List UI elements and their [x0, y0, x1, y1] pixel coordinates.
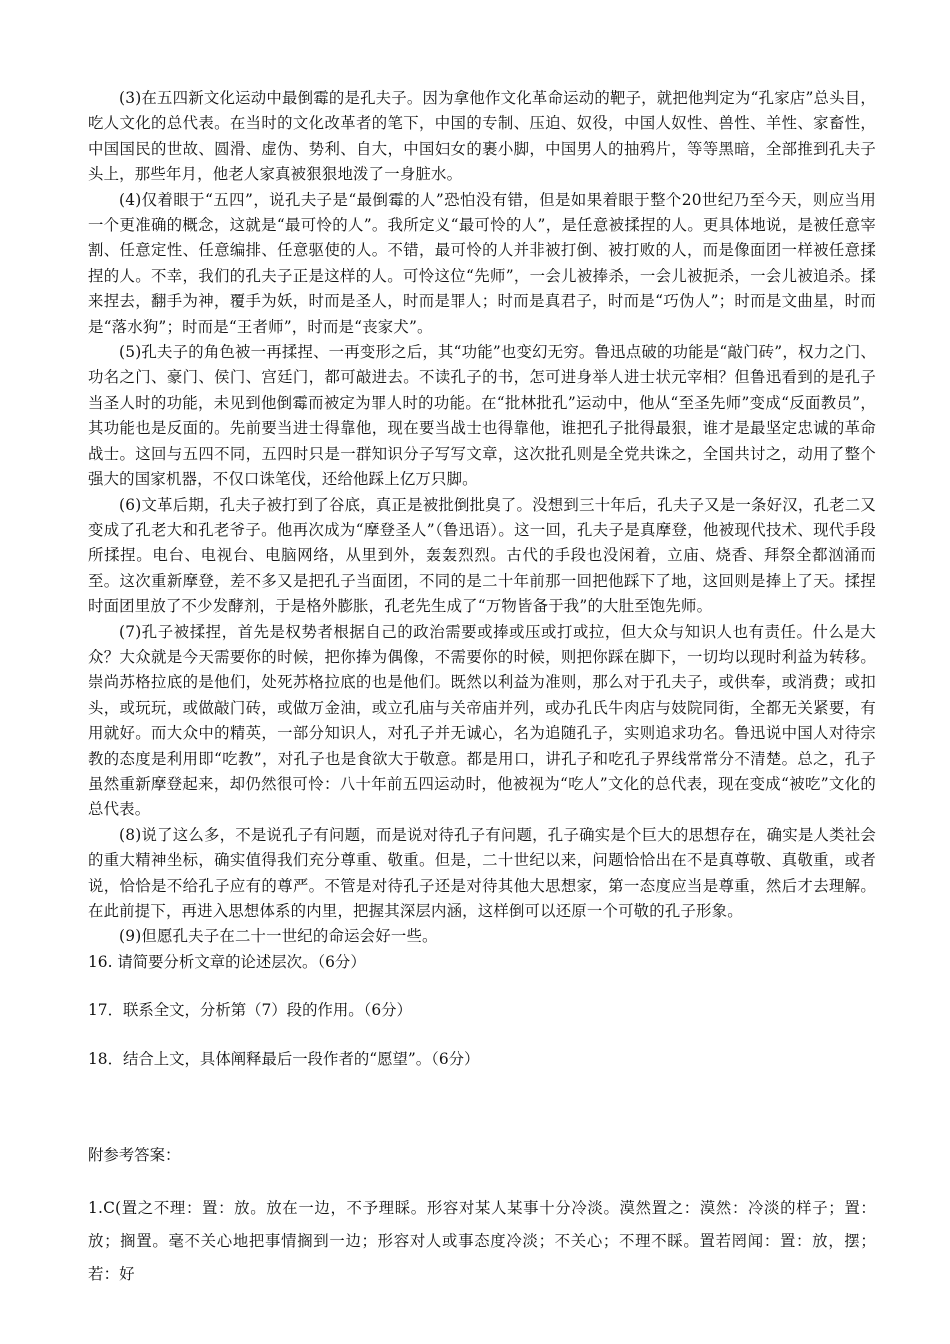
answer-item-1: 1.C(置之不理：置：放。放在一边，不予理睬。形容对某人某事十分冷淡。漠然置之：漠然：冷淡的样子；置：放；搁置。毫不关心地把事情搁到一边；形容对人或事态度冷淡；不关心；不理不睬。置若罔闻：置：放，摆；若：好 — [88, 1199, 876, 1284]
paragraph-5: (5)孔夫子的角色被一再揉捏、一再变形之后，其“功能”也变幻无穷。鲁迅点破的功能是“敲门砖”，权力之门、功名之门、豪门、侯门、宫廷门，都可敲进去。不读孔子的书，怎可进身举人进士状元宰相？但鲁迅看到的是孔子当圣人时的功能，未见到他倒霉而被定为罪人时的功能。在“批林批孔”运动中，他从“至圣先师”变成“反面教员”，其功能也是反面的。先前要当进士得靠他，现在要当战士也得靠他，谁把孔子批得最狠，谁才是最坚定忠诚的革命战士。这回与五四不同，五四时只是一群知识分子写写文章，这次批孔则是全党共诛之，全国共讨之，动用了整个强大的国家机器，不仅口诛笔伐，还给他踩上亿万只脚。 — [88, 343, 876, 489]
paragraph-6: (6)文革后期，孔夫子被打到了谷底，真正是被批倒批臭了。没想到三十年后，孔夫子又是一条好汉，孔老二又变成了孔老大和孔老爷子。他再次成为“摩登圣人”（鲁迅语）。这一回，孔夫子是真摩登，他被现代技术、现代手段所揉捏。电台、电视台、电脑网络，从里到外，轰轰烈烈。古代的手段也没闲着，立庙、烧香、拜祭全都汹涌而至。这次重新摩登，差不多又是把孔子当面团，不同的是二十年前那一回把他踩下了地，这回则是捧上了天。揉捏时面团里放了不少发酵剂，于是格外膨胀，孔老先生成了“万物皆备于我”的大肚至饱先师。 — [88, 495, 876, 616]
answer-section — [88, 1143, 876, 1291]
paragraph-4: (4)仅着眼于“五四”，说孔夫子是“最倒霉的人”恐怕没有错，但是如果着眼于整个20世纪乃至今天，则应当用一个更准确的概念，这就是“最可怜的人”。我所定义“最可怜的人”，是任意被揉捏的人。更具体地说，是被任意宰割、任意定性、任意编排、任意驱使的人。不错，最可怜的人并非被打倒、被打败的人，而是像面团一样被任意揉捏的人。不幸，我们的孔夫子正是这样的人。可怜这位“先师”，一会儿被捧杀，一会儿被扼杀，一会儿被追杀。揉来捏去，翻手为神，覆手为妖，时而是圣人，时而是罪人；时而是真君子，时而是“巧伪人”；时而是文曲星，时而是“落水狗”；时而是“王者师”，时而是“丧家犬”。 — [88, 190, 876, 336]
question-18: 18．结合上文，具体阐释最后一段作者的“愿望”。（6分） — [88, 1049, 480, 1068]
question-17: 17．联系全文，分析第（7）段的作用。（6分） — [88, 1001, 412, 1020]
article-body — [88, 86, 876, 950]
paragraph-3: (3)在五四新文化运动中最倒霉的是孔夫子。因为拿他作文化革命运动的靶子，就把他判定为“孔家店”总头目，吃人文化的总代表。在当时的文化改革者的笔下，中国的专制、压迫、奴役，中国人奴性、兽性、羊性、家畜性，中国国民的世故、圆滑、虚伪、势利、自大，中国妇女的裹小脚，中国男人的抽鸦片，等等黑暗，全部推到孔夫子头上，那些年月，他老人家真被狠狠地泼了一身脏水。 — [88, 89, 876, 184]
question-list — [88, 950, 876, 1072]
question-16: 16. 请简要分析文章的论述层次。（6分） — [88, 952, 366, 971]
paragraph-9: (9)但愿孔夫子在二十一世纪的命运会好一些。 — [119, 927, 438, 946]
document-page — [88, 86, 876, 1291]
paragraph-7: (7)孔子被揉捏，首先是权势者根据自己的政治需要或捧或压或打或拉，但大众与知识人也有责任。什么是大众？大众就是今天需要你的时候，把你捧为偶像，不需要你的时候，则把你踩在脚下，一切均以现时利益为转移。崇尚苏格拉底的是他们，处死苏格拉底的也是他们。既然以利益为准则，那么对于孔夫子，或供奉，或消费；或扣头，或玩玩，或做敲门砖，或做万金油，或立孔庙与关帝庙并列，或办孔氏牛肉店与妓院同街，全都无关紧要，有用就好。而大众中的精英，一部分知识人，对孔子并无诚心，名为追随孔子，实则追求功名。鲁迅说中国人对待宗教的态度是利用即“吃教”，对孔子也是食欲大于敬意。都是用口，讲孔子和吃孔子界线常常分不清楚。总之，孔子虽然重新摩登起来，却仍然很可怜：八十年前五四运动时，他被视为“吃人”文化的总代表，现在变成“被吃”文化的总代表。 — [88, 622, 876, 819]
answers-heading: 附参考答案： — [88, 1146, 181, 1165]
paragraph-8: (8)说了这么多，不是说孔子有问题，而是说对待孔子有问题，孔子确实是个巨大的思想存在，确实是人类社会的重大精神坐标，确实值得我们充分尊重、敬重。但是，二十世纪以来，问题恰恰出在不是真尊敬、真敬重，或者说，恰恰是不给孔子应有的尊严。不管是对待孔子还是对待其他大思想家，第一态度应当是尊重，然后才去理解。在此前提下，再进入思想体系的内里，把握其深层内涵，这样倒可以还原一个可敬的孔子形象。 — [88, 825, 876, 920]
